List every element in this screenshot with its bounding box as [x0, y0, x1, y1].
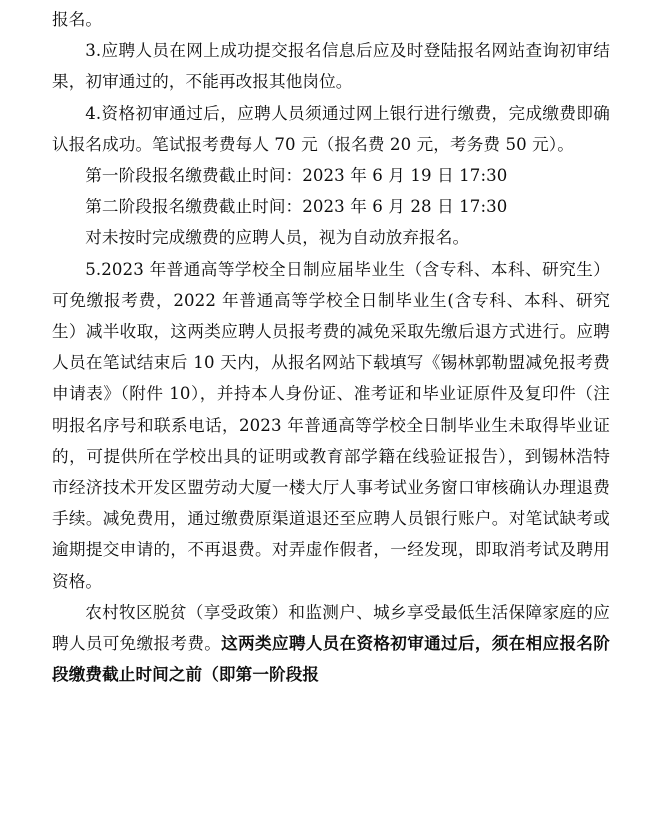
- paragraph-deadline-stage-1: 第一阶段报名缴费截止时间：2023 年 6 月 19 日 17:30: [85, 166, 508, 186]
- paragraph-deadline-stage-2: 第二阶段报名缴费截止时间：2023 年 6 月 28 日 17:30: [85, 197, 508, 217]
- paragraph-rural-exemption: [52, 597, 610, 691]
- paragraph-item-4: 4.资格初审通过后，应聘人员须通过网上银行进行缴费，完成缴费即确认报名成功。笔试报考费每人 70 元（报名费 20 元，考务费 50 元）。: [52, 103, 610, 154]
- paragraph-item-5: 5.2023 年普通高等学校全日制应届毕业生（含专科、本科、研究生）可免缴报考费，2022 年普通高等学校全日制毕业生(含专科、本科、研究生）减半收取，这两类应聘人员报考费的减免采取先缴后退方式进行。应聘人员在笔试结束后 10 天内，从报名网站下载填写《锡林郭勒盟减免报考费申请表》（附件 10），并持本人身份证、准考证和毕业证原件及复印件（注明报名序号和联系电话，2023 年普通高等学校全日制毕业生未取得毕业证的，可提供所在学校出具的证明或教育部学籍在线验证报告），到锡林浩特市经济技术开发区盟劳动大厦一楼大厅人事考试业务窗口审核确认办理退费手续。减免费用，通过缴费原渠道退还至应聘人员银行账户。对笔试缺考或逾期提交申请的，不再退费。对弄虚作假者，一经发现，即取消考试及聘用资格。: [52, 259, 610, 591]
- paragraph-continuation: 报名。: [52, 10, 103, 29]
- paragraph-overdue-notice: 对未按时完成缴费的应聘人员，视为自动放弃报名。: [85, 228, 470, 248]
- paragraph-item-3: 3.应聘人员在网上成功提交报名信息后应及时登陆报名网站查询初审结果，初审通过的，不能再改报其他岗位。: [52, 41, 610, 92]
- rural-exemption-text: 农村牧区脱贫（享受政策）和监测户、城乡享受最低生活保障家庭的应聘人员可免缴报考费。: [52, 602, 610, 654]
- rural-exemption-bold-text: 这两类应聘人员在资格初审通过后，须在相应报名阶段缴费截止时间之前（即第一阶段报: [52, 633, 610, 685]
